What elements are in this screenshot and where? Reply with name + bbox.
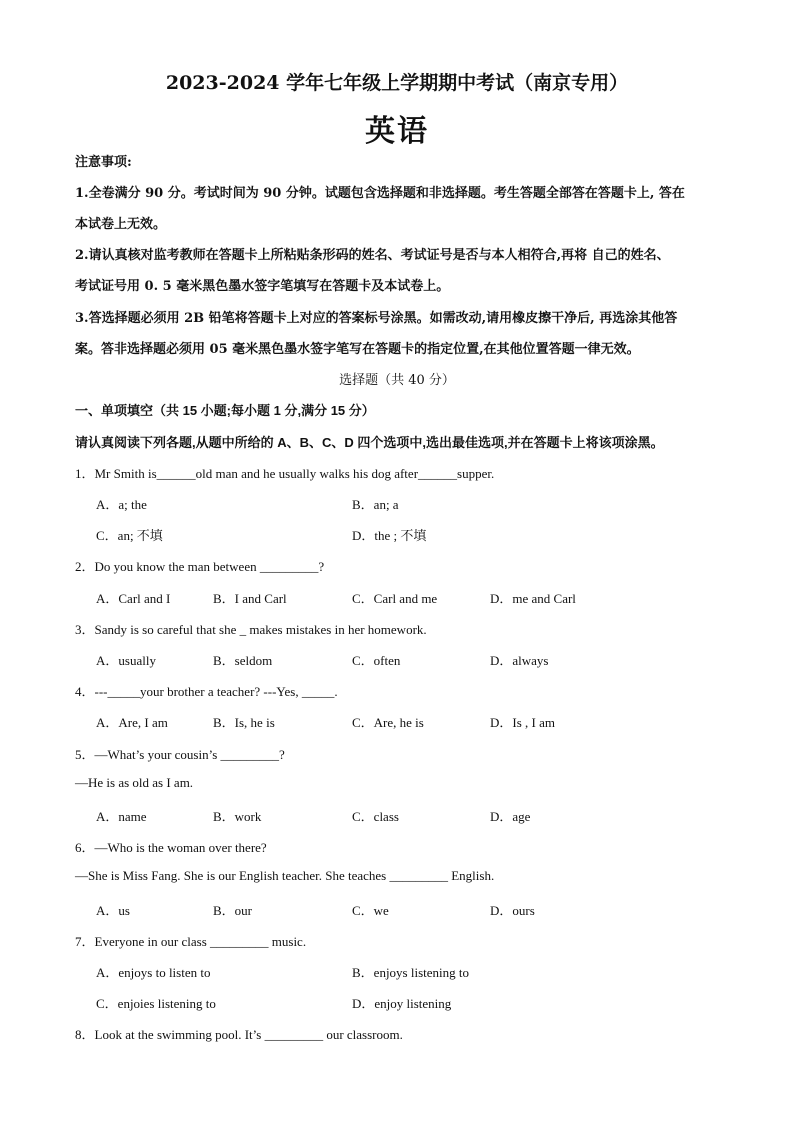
question-3-stem: 3．Sandy is so careful that she _ makes mistakes in her homework. — [75, 622, 427, 637]
question-4-option-c: C．Are, he is — [352, 715, 424, 730]
part-title: 选择题（共 40 分） — [339, 373, 455, 388]
question-2-option-b: B．I and Carl — [213, 591, 287, 606]
question-1-option-d: D．the ; 不填 — [352, 528, 427, 543]
question-5-stem: 5．—What’s your cousin’s _________? — [75, 747, 285, 762]
note-1-line-1: 1.全卷满分 90 分。考试时间为 90 分钟。试题包含选择题和非选择题。考生答题全部答在答题卡上, 答在 — [75, 186, 685, 201]
note-3-line-2: 案。答非选择题必须用 05 毫米黑色墨水签字笔写在答题卡的指定位置,在其他位置答题一律无效。 — [75, 342, 640, 357]
question-4-option-d: D．Is , I am — [490, 715, 555, 730]
question-6-dialogue: —She is Miss Fang. She is our English teacher. She teaches _________ English. — [75, 868, 495, 883]
question-1-option-b: B．an; a — [352, 497, 399, 512]
notes-heading: 注意事项: — [75, 155, 132, 170]
question-4-stem: 4．---_____your brother a teacher? ---Yes, _____. — [75, 684, 338, 699]
question-2-option-a: A．Carl and I — [96, 591, 171, 606]
question-1-stem: 1．Mr Smith is______old man and he usually walks his dog after______supper. — [75, 466, 495, 481]
question-5-option-d: D．age — [490, 809, 531, 824]
question-3-option-b: B．seldom — [213, 653, 273, 668]
subject-title: 英语 — [365, 114, 429, 149]
question-8-stem: 8．Look at the swimming pool. It’s _________ our classroom. — [75, 1027, 403, 1042]
question-6-option-b: B．our — [213, 903, 253, 918]
question-5-option-c: C．class — [352, 809, 399, 824]
note-2-line-2: 考试证号用 0. 5 毫米黑色墨水签字笔填写在答题卡及本试卷上。 — [75, 279, 450, 294]
question-7-option-c: C．enjoies listening to — [96, 996, 216, 1011]
question-6-option-c: C．we — [352, 903, 389, 918]
section-instruction: 请认真阅读下列各题,从题中所给的 A、B、C、D 四个选项中,选出最佳选项,并在答题卡上将该项涂黑。 — [75, 435, 664, 450]
question-1-option-a: A．a; the — [96, 497, 147, 512]
note-2-line-1: 2.请认真核对监考教师在答题卡上所粘贴条形码的姓名、考试证号是否与本人相符合,再将 自己的姓名、 — [75, 248, 670, 263]
question-3-option-c: C．often — [352, 653, 401, 668]
question-7-option-a: A．enjoys to listen to — [96, 965, 211, 980]
question-2-option-d: D．me and Carl — [490, 591, 576, 606]
question-5-dialogue: —He is as old as I am. — [75, 775, 194, 790]
question-3-option-d: D．always — [490, 653, 549, 668]
question-4-option-a: A．Are, I am — [96, 715, 168, 730]
note-1-line-2: 本试卷上无效。 — [75, 217, 167, 232]
exam-title: 2023-2024 学年七年级上学期期中考试（南京专用） — [165, 72, 629, 94]
question-7-option-b: B．enjoys listening to — [352, 965, 470, 980]
question-6-stem: 6．—Who is the woman over there? — [75, 840, 267, 855]
question-6-option-a: A．us — [96, 903, 130, 918]
question-7-option-d: D．enjoy listening — [352, 996, 452, 1011]
question-7-stem: 7．Everyone in our class _________ music. — [75, 934, 307, 949]
question-5-option-b: B．work — [213, 809, 262, 824]
question-4-option-b: B．Is, he is — [213, 715, 275, 730]
question-1-option-c: C．an; 不填 — [96, 528, 163, 543]
section-heading: 一、单项填空（共 15 小题;每小题 1 分,满分 15 分） — [75, 403, 375, 418]
question-5-option-a: A．name — [96, 809, 147, 824]
question-3-option-a: A．usually — [96, 653, 156, 668]
question-2-stem: 2．Do you know the man between _________? — [75, 559, 325, 574]
question-6-option-d: D．ours — [490, 903, 535, 918]
note-3-line-1: 3.答选择题必须用 2B 铅笔将答题卡上对应的答案标号涂黑。如需改动,请用橡皮擦干净后, 再选涂其他答 — [75, 311, 678, 326]
question-2-option-c: C．Carl and me — [352, 591, 438, 606]
